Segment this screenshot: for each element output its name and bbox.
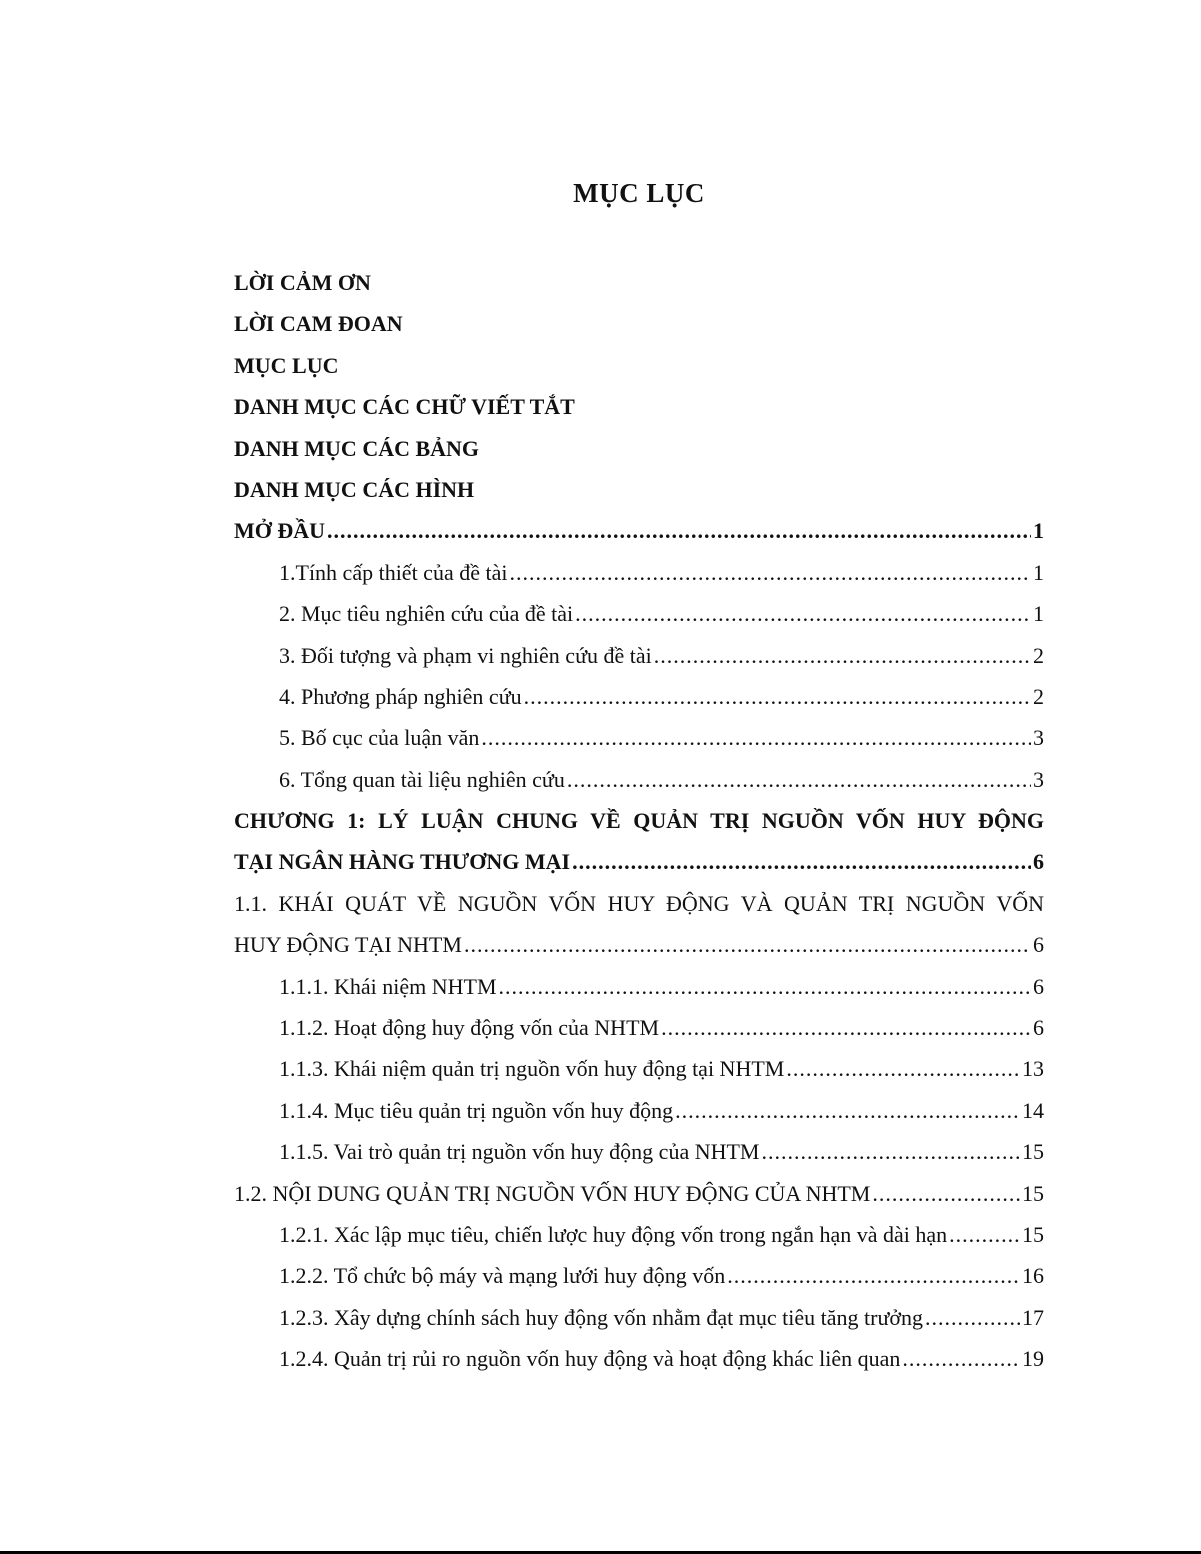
toc-dot-leader — [675, 1090, 1020, 1131]
toc-entry[interactable] — [234, 883, 1044, 924]
toc-entry[interactable] — [234, 1297, 1044, 1338]
toc-entry[interactable] — [234, 635, 1044, 676]
toc-page-number: 3 — [1033, 725, 1044, 751]
toc-dot-leader — [481, 717, 1031, 758]
toc-page-number: 6 — [1033, 1015, 1044, 1041]
toc-entry-title: 1.1.4. Mục tiêu quản trị nguồn vốn huy động — [279, 1097, 674, 1123]
toc-page-number: 3 — [1033, 766, 1044, 792]
toc-dot-leader — [786, 1048, 1020, 1089]
toc-entry-title: LỜI CAM ĐOAN — [234, 311, 403, 337]
toc-entry-title: 5. Bố cục của luận văn — [279, 725, 480, 751]
toc-entry[interactable] — [234, 841, 1044, 882]
toc-entry-title: MỤC LỤC — [234, 352, 339, 378]
toc-dot-leader — [949, 1214, 1020, 1255]
toc-entry-title: DANH MỤC CÁC CHỮ VIẾT TẮT — [234, 394, 575, 420]
toc-entry-title: 1.1. KHÁI QUÁT VỀ NGUỒN VỐN HUY ĐỘNG VÀ QUẢN TRỊ NGUỒN VỐN — [234, 890, 1044, 916]
toc-page-number: 17 — [1022, 1304, 1044, 1330]
toc-entry-title: 1.1.5. Vai trò quản trị nguồn vốn huy động của NHTM — [279, 1139, 760, 1165]
toc-entry[interactable] — [234, 1131, 1044, 1172]
toc-entry-title: 1.Tính cấp thiết của đề tài — [279, 559, 508, 585]
toc-entry-title: 2. Mục tiêu nghiên cứu của đề tài — [279, 601, 574, 627]
toc-dot-leader — [572, 841, 1031, 882]
toc-dot-leader — [902, 1338, 1020, 1379]
toc-entry-title: 1.1.3. Khái niệm quản trị nguồn vốn huy động tại NHTM — [279, 1056, 785, 1082]
toc-entry-title: 1.1.1. Khái niệm NHTM — [279, 973, 497, 999]
toc-entry[interactable] — [234, 469, 1044, 510]
toc-entry-title: CHƯƠNG 1: LÝ LUẬN CHUNG VỀ QUẢN TRỊ NGUỒN VỐN HUY ĐỘNG — [234, 808, 1044, 834]
toc-page-number: 19 — [1022, 1346, 1044, 1372]
toc-dot-leader — [762, 1131, 1021, 1172]
toc-dot-leader — [727, 1255, 1020, 1296]
toc-page-number: 14 — [1022, 1097, 1044, 1123]
toc-entry[interactable] — [234, 303, 1044, 344]
toc-page-number: 2 — [1033, 642, 1044, 668]
toc-dot-leader — [567, 759, 1031, 800]
toc-dot-leader — [925, 1297, 1020, 1338]
toc-page-number: 15 — [1022, 1139, 1044, 1165]
toc-entry[interactable] — [234, 1173, 1044, 1214]
toc-entry-title: 6. Tổng quan tài liệu nghiên cứu — [279, 766, 565, 792]
toc-dot-leader — [654, 635, 1031, 676]
toc-entry-title: 1.2.1. Xác lập mục tiêu, chiến lược huy động vốn trong ngắn hạn và dài hạn — [279, 1221, 948, 1247]
toc-entry-title: HUY ĐỘNG TẠI NHTM — [234, 932, 462, 958]
toc-entry-title: 1.1.2. Hoạt động huy động vốn của NHTM — [279, 1015, 660, 1041]
toc-page-number: 15 — [1022, 1180, 1044, 1206]
toc-entry-title: 1.2.2. Tổ chức bộ máy và mạng lưới huy động vốn — [279, 1263, 726, 1289]
toc-entry[interactable] — [234, 262, 1044, 303]
table-of-contents — [234, 262, 1044, 1380]
toc-page-number: 2 — [1033, 683, 1044, 709]
toc-dot-leader — [524, 676, 1031, 717]
toc-dot-leader — [464, 924, 1031, 965]
toc-entry[interactable] — [234, 676, 1044, 717]
toc-entry-title: 4. Phương pháp nghiên cứu — [279, 683, 522, 709]
toc-entry[interactable] — [234, 1255, 1044, 1296]
toc-entry[interactable] — [234, 759, 1044, 800]
toc-entry[interactable] — [234, 345, 1044, 386]
toc-entry[interactable] — [234, 1007, 1044, 1048]
toc-page-number: 1 — [1033, 559, 1044, 585]
toc-entry[interactable] — [234, 510, 1044, 551]
toc-entry[interactable] — [234, 1048, 1044, 1089]
toc-entry[interactable] — [234, 924, 1044, 965]
toc-entry[interactable] — [234, 428, 1044, 469]
toc-page-number: 6 — [1033, 849, 1044, 875]
toc-entry-title: DANH MỤC CÁC HÌNH — [234, 476, 475, 502]
toc-dot-leader — [661, 1007, 1031, 1048]
toc-entry-title: TẠI NGÂN HÀNG THƯƠNG MẠI — [234, 849, 571, 875]
toc-entry[interactable] — [234, 1338, 1044, 1379]
toc-entry[interactable] — [234, 386, 1044, 427]
toc-entry-title: MỞ ĐẦU — [234, 518, 326, 544]
page-title: MỤC LỤC — [573, 178, 705, 208]
toc-entry-title: 1.2.4. Quản trị rủi ro nguồn vốn huy động và hoạt động khác liên quan — [279, 1346, 901, 1372]
toc-entry-title: DANH MỤC CÁC BẢNG — [234, 435, 480, 461]
toc-entry[interactable] — [234, 966, 1044, 1007]
toc-dot-leader — [509, 552, 1031, 593]
toc-dot-leader — [499, 966, 1031, 1007]
toc-page-number: 6 — [1033, 973, 1044, 999]
toc-entry-title: LỜI CẢM ƠN — [234, 270, 371, 295]
toc-entry-title: 1.2. NỘI DUNG QUẢN TRỊ NGUỒN VỐN HUY ĐỘNG CỦA NHTM — [234, 1180, 871, 1206]
toc-dot-leader — [327, 510, 1031, 551]
toc-entry[interactable] — [234, 593, 1044, 634]
toc-entry[interactable] — [234, 552, 1044, 593]
toc-entry[interactable] — [234, 1214, 1044, 1255]
toc-entry[interactable] — [234, 800, 1044, 841]
toc-entry-title: 3. Đối tượng và phạm vi nghiên cứu đề tài — [279, 642, 652, 668]
toc-dot-leader — [872, 1173, 1020, 1214]
toc-page-number: 1 — [1033, 601, 1044, 627]
toc-page-number: 15 — [1022, 1221, 1044, 1247]
toc-page-number: 13 — [1022, 1056, 1044, 1082]
toc-entry[interactable] — [234, 717, 1044, 758]
toc-page-number: 1 — [1033, 518, 1044, 544]
toc-entry[interactable] — [234, 1090, 1044, 1131]
toc-dot-leader — [575, 593, 1031, 634]
toc-page-number: 16 — [1022, 1263, 1044, 1289]
toc-entry-title: 1.2.3. Xây dựng chính sách huy động vốn nhằm đạt mục tiêu tăng trưởng — [279, 1304, 924, 1330]
toc-page-number: 6 — [1033, 932, 1044, 958]
